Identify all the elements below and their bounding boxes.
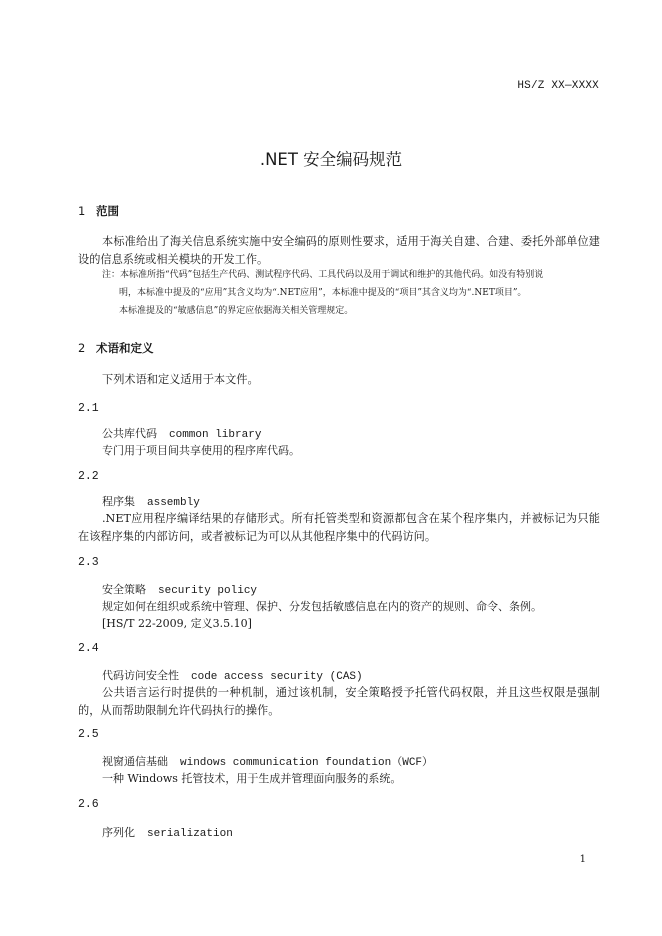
term-en: code access security (CAS) <box>191 671 363 683</box>
term-2-6-number: 2.6 <box>78 798 99 811</box>
note-label: 注： <box>102 270 121 280</box>
term-en: common library <box>169 429 262 441</box>
term-cn: 视窗通信基础 <box>102 755 168 768</box>
term-en: serialization <box>147 828 233 840</box>
term-cn: 代码访问安全性 <box>102 669 179 682</box>
term-2-2-definition: .NET应用程序编译结果的存储形式。所有托管类型和资源都包含在某个程序集内，并被标记为只能在该程序集的内部访问，或者被标记为可以从其他程序集中的代码访问。 <box>78 512 600 543</box>
scope-paragraph: 本标准给出了海关信息系统实施中安全编码的原则性要求，适用于海关自建、合建、委托外部单位建设的信息系统或相关模块的开发工作。 <box>78 235 600 266</box>
section-2-heading <box>78 340 154 356</box>
scope-note <box>102 266 600 320</box>
note-line-3: 本标准提及的“敏感信息”的界定应依据海关相关管理规定。 <box>119 306 354 316</box>
term-2-4-title <box>102 667 363 683</box>
section-2-title: 术语和定义 <box>96 341 154 355</box>
term-2-2-number: 2.2 <box>78 470 99 483</box>
note-line-1: 本标准所指“代码”包括生产代码、测试程序代码、工具代码以及用于调试和维护的其他代码。如没有特别说 <box>120 270 544 280</box>
page-number: 1 <box>579 854 586 865</box>
term-cn: 序列化 <box>102 826 135 839</box>
term-en: security policy <box>158 585 258 597</box>
term-2-6-title <box>102 824 233 840</box>
term-cn: 程序集 <box>102 495 135 508</box>
term-2-4-definition: 公共语言运行时提供的一种机制，通过该机制，安全策略授予托管代码权限，并且这些权限是强制的，从而帮助限制允许代码执行的操作。 <box>78 686 600 717</box>
term-cn: 公共库代码 <box>102 427 157 440</box>
note-line-2: 明，本标准中提及的“应用”其含义均为“.NET应用”，本标准中提及的“项目”其含义均为“.NET项目”。 <box>119 288 527 298</box>
term-2-1-title <box>102 425 261 441</box>
term-en: assembly <box>147 497 200 509</box>
terms-intro: 下列术语和定义适用于本文件。 <box>102 373 259 386</box>
term-2-2-title <box>102 493 200 509</box>
term-2-3-definition: 规定如何在组织或系统中管理、保护、分发包括敏感信息在内的资产的规则、命令、条例。 <box>102 600 542 613</box>
term-2-3-title <box>102 581 257 597</box>
document-code: HS/Z XX—XXXX <box>517 80 599 92</box>
section-1-number: 1 <box>78 204 86 218</box>
term-2-3-number: 2.3 <box>78 556 99 569</box>
term-2-1-definition: 专门用于项目间共享使用的程序库代码。 <box>102 444 300 457</box>
term-en: windows communication foundation（WCF） <box>180 757 434 769</box>
term-2-3-reference: [HS/T 22-2009, 定义3.5.10] <box>102 617 252 630</box>
section-1-title: 范围 <box>96 204 119 218</box>
term-2-5-definition: 一种 Windows 托管技术，用于生成并管理面向服务的系统。 <box>102 772 402 785</box>
term-2-5-title <box>102 753 433 769</box>
term-2-5-number: 2.5 <box>78 728 99 741</box>
section-1-heading <box>78 203 119 219</box>
page-title: .NET 安全编码规范 <box>259 150 403 169</box>
term-2-4-number: 2.4 <box>78 642 99 655</box>
section-2-number: 2 <box>78 341 86 355</box>
term-cn: 安全策略 <box>102 583 146 596</box>
term-2-1-number: 2.1 <box>78 402 99 415</box>
